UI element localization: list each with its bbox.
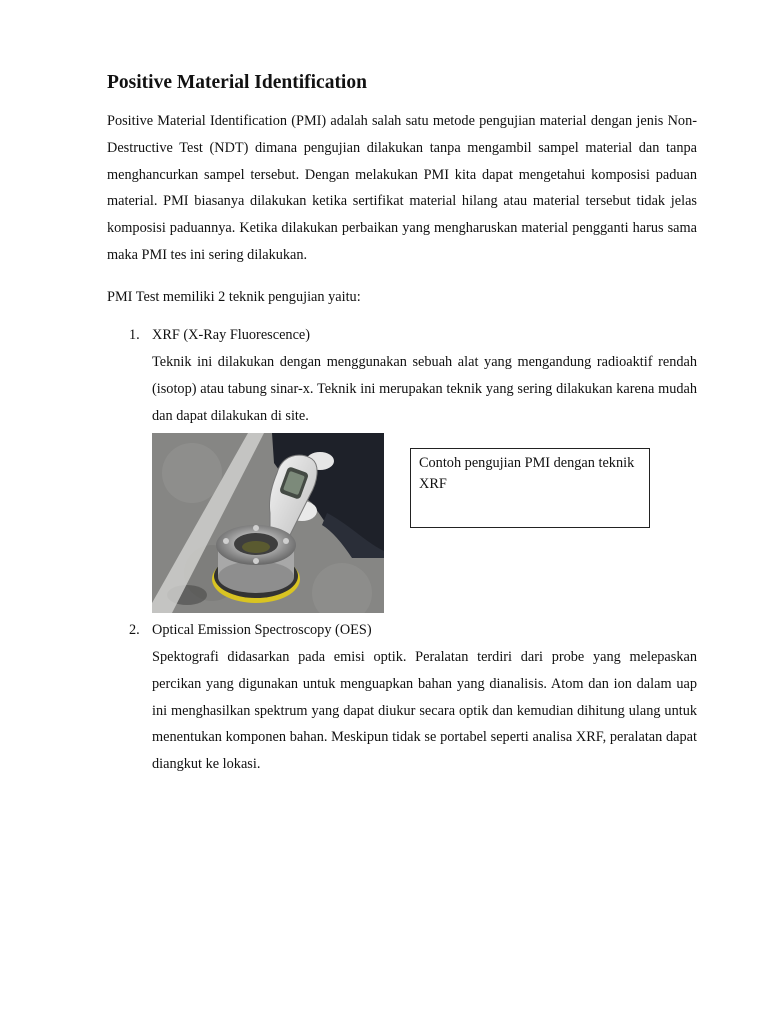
list-number-2: 2.: [129, 622, 140, 638]
technique-title-xrf: XRF (X-Ray Fluorescence): [152, 327, 311, 343]
photo-caption: Contoh pengujian PMI dengan teknik XRF: [419, 455, 635, 492]
xrf-testing-photo: [152, 433, 384, 613]
technique-body-oes: Spektografi didasarkan pada emisi optik. Peralatan terdiri dari probe yang melepaskan percikan yang digunakan untuk menguapkan bahan yang dianalisis. Atom dan ion dalam uap ini menghasilkan spektrum yang dapat diukur secara optik dan kemudian dihitung ulang untuk menentukan komponen bahan. Meskipun tidak se portabel seperti analisa XRF, peralatan dapat diangkut ke lokasi.: [152, 649, 697, 773]
techniques-lead: PMI Test memiliki 2 teknik pengujian yaitu:: [107, 289, 361, 305]
intro-paragraph: Positive Material Identification (PMI) adalah salah satu metode pengujian material dengan jenis Non-Destructive Test (NDT) dimana pengujian dilakukan tanpa mengambil sampel material dan tanpa menghancurkan sampel tersebut. Dengan melakukan PMI kita dapat mengetahui komposisi paduan material. PMI biasanya dilakukan ketika sertifikat material hilang atau material tersebut tidak jelas komposisi paduannya. Ketika dilakukan perbaikan yang mengharuskan material pengganti harus sama maka PMI tes ini sering dilakukan.: [107, 113, 697, 263]
technique-title-oes: Optical Emission Spectroscopy (OES): [152, 622, 372, 638]
list-number-1: 1.: [129, 327, 140, 343]
page-title: Positive Material Identification: [107, 72, 367, 93]
photo-caption-box: [410, 448, 650, 528]
technique-body-xrf: Teknik ini dilakukan dengan menggunakan sebuah alat yang mengandung radioaktif rendah (isotop) atau tabung sinar-x. Teknik ini merupakan teknik yang sering dilakukan karena mudah dan dapat dilakukan di site.: [152, 354, 697, 424]
